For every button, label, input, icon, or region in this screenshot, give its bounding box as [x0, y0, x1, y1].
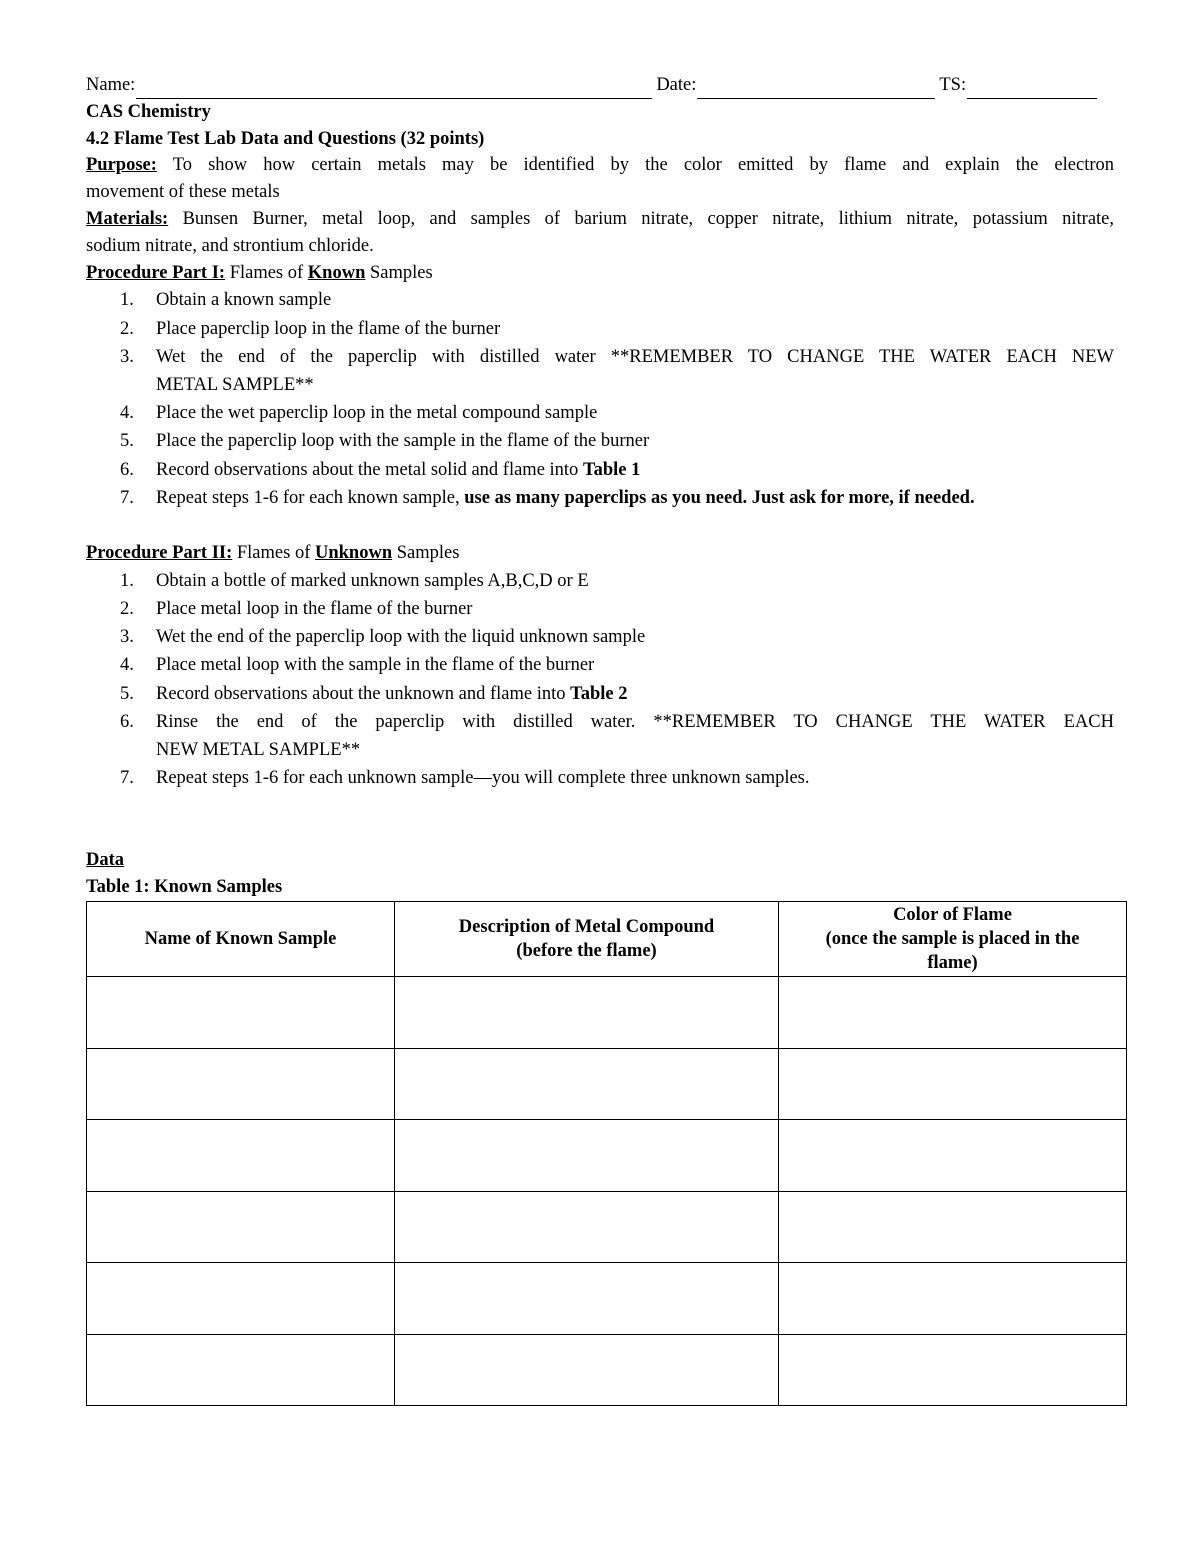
table-cell[interactable]	[87, 1120, 395, 1192]
name-label: Name:	[86, 75, 136, 95]
list-item: 7. Repeat steps 1-6 for each unknown sample—you will complete three unknown samples.	[120, 768, 810, 789]
ts-blank[interactable]	[967, 80, 1097, 99]
materials-line-1	[86, 206, 1114, 233]
table-cell[interactable]	[87, 1048, 395, 1120]
list-item: 4. Place metal loop with the sample in the flame of the burner	[120, 655, 595, 676]
list-item: 5. Place the paperclip loop with the sample in the flame of the burner	[120, 431, 650, 452]
table-cell[interactable]	[87, 977, 395, 1049]
table-cell[interactable]	[779, 977, 1127, 1049]
list-item: 3. Wet the end of the paperclip loop with the liquid unknown sample	[120, 627, 646, 648]
list-item: 1. Obtain a bottle of marked unknown samples A,B,C,D or E	[120, 570, 589, 591]
table-cell[interactable]	[395, 1334, 779, 1406]
table-cell[interactable]	[779, 1120, 1127, 1192]
table-cell[interactable]	[395, 977, 779, 1049]
table-cell[interactable]	[779, 1191, 1127, 1263]
part2-emphasis: Unknown	[314, 543, 393, 563]
list-item: 5. Record observations about the unknown and flame into Table 2	[120, 683, 628, 704]
materials-text-2: sodium nitrate, and strontium chloride.	[86, 235, 374, 256]
part1-emphasis: Known	[307, 262, 366, 283]
table-row	[87, 1191, 1127, 1263]
table-cell[interactable]	[87, 1334, 395, 1406]
list-item: 4. Place the wet paperclip loop in the metal compound sample	[120, 403, 598, 424]
column-header-sample-name: Name of Known Sample	[87, 902, 395, 977]
column-header-description: Description of Metal Compound (before the flame)	[395, 902, 779, 977]
document-title: 4.2 Flame Test Lab Data and Questions (32 points)	[86, 128, 485, 149]
list-item: 3. Wet the end of the paperclip with distilled water **REMEMBER TO CHANGE THE WATER EACH NEW METAL SAMPLE**	[120, 346, 1114, 395]
table-cell[interactable]	[395, 1191, 779, 1263]
student-info-row	[86, 72, 1114, 99]
table-header-row	[87, 902, 1127, 977]
table-row	[87, 1334, 1127, 1406]
part2-label: Procedure Part II:	[86, 543, 233, 563]
column-header-flame-color: Color of Flame (once the sample is placed in the flame)	[779, 902, 1127, 977]
table-cell[interactable]	[779, 1263, 1127, 1335]
table-row	[87, 1120, 1127, 1192]
table1-caption: Table 1: Known Samples	[86, 877, 283, 898]
list-item: 2. Place metal loop in the flame of the burner	[120, 599, 473, 619]
purpose-line-1	[86, 152, 1114, 179]
part2-steps	[86, 567, 1114, 793]
ts-label: TS:	[939, 75, 967, 95]
known-samples-table	[86, 901, 1127, 1406]
course-name: CAS Chemistry	[86, 101, 211, 122]
part2-heading: Procedure Part II: Flames of Unknown Samples	[86, 543, 460, 563]
materials-label: Materials:	[86, 208, 169, 229]
purpose-text-2: movement of these metals	[86, 182, 280, 203]
part1-heading: Procedure Part I: Flames of Known Samples	[86, 262, 433, 283]
table-cell[interactable]	[395, 1263, 779, 1335]
table-cell[interactable]	[779, 1334, 1127, 1406]
materials-text-1: Bunsen Burner, metal loop, and samples of barium nitrate, copper nitrate, lithium nitrate, potassium nitrate,	[182, 208, 1115, 229]
table-cell[interactable]	[87, 1263, 395, 1335]
table-row	[87, 1048, 1127, 1120]
part1-steps	[86, 286, 1114, 512]
table-row	[87, 977, 1127, 1049]
list-item: 6. Rinse the end of the paperclip with distilled water. **REMEMBER TO CHANGE THE WATER EACH NEW METAL SAMPLE**	[120, 711, 1114, 761]
date-label: Date:	[656, 75, 697, 95]
list-item: 6. Record observations about the metal solid and flame into Table 1	[120, 459, 641, 480]
table-cell[interactable]	[779, 1048, 1127, 1120]
purpose-label: Purpose:	[86, 155, 157, 176]
date-blank[interactable]	[697, 80, 935, 99]
purpose-text-1: To show how certain metals may be identified by the color emitted by flame and explain the electron	[172, 155, 1115, 176]
list-item: 7. Repeat steps 1-6 for each known sample, use as many paperclips as you need. Just ask for more, if needed.	[120, 487, 975, 508]
list-item: 1. Obtain a known sample	[120, 290, 332, 311]
table-cell[interactable]	[87, 1191, 395, 1263]
list-item: 2. Place paperclip loop in the flame of the burner	[120, 318, 501, 339]
table-cell[interactable]	[395, 1120, 779, 1192]
part1-label: Procedure Part I:	[86, 262, 226, 283]
name-blank[interactable]	[136, 80, 652, 99]
table-cell[interactable]	[395, 1048, 779, 1120]
data-heading: Data	[86, 850, 125, 871]
table-row	[87, 1263, 1127, 1335]
